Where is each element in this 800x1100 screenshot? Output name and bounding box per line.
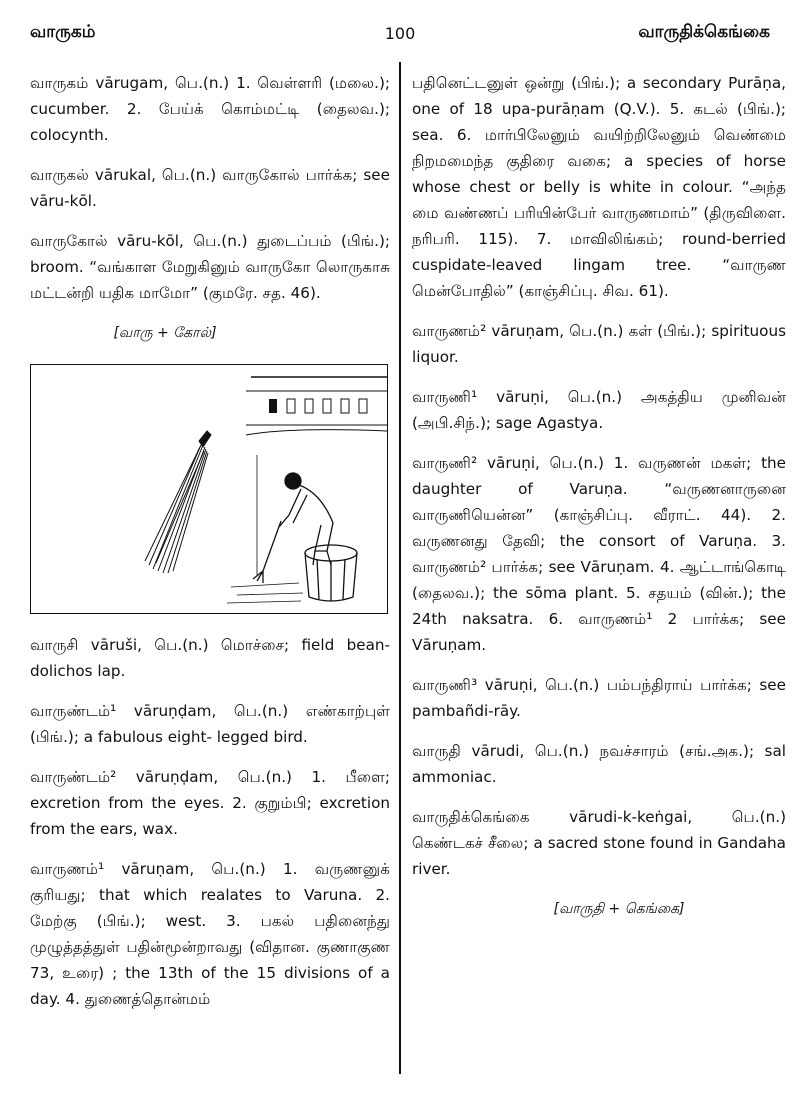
right-column <box>412 70 786 940</box>
entry-varusi: வாருசி vāruši, பெ.(n.) மொச்சை; field bean- dolichos lap. <box>30 636 390 680</box>
entry-varudi: வாருதி vārudi, பெ.(n.) நவச்சாரம் (சங்.அக.); sal ammoniac. <box>412 742 786 786</box>
page-number: 100 <box>384 24 416 43</box>
entry-varudi-k-kengai: வாருதிக்கெங்கை vārudi-k-keṅgai, பெ.(n.) கெண்டகச் சீலை; a sacred stone found in Gandaha river. <box>412 808 786 878</box>
entry-varuni-1: வாருணி¹ vāruṇi, பெ.(n.) அகத்திய முனிவன் (அபி.சிந்.); sage Agastya. <box>412 388 786 432</box>
broom-illustration <box>30 364 388 614</box>
entry-varunam-1: வாருணம்¹ vāruṇam, பெ.(n.) 1. வருணனுக் குரியது; that which realates to Varuna. 2. மேற்கு (பிங்.); west. 3. பகல் பதினைந்து முழுத்தத்துள் பதின்மூன்றாவது (விதான. குணாகுண 73, உரை) ; the 13th of the 15 divisions of a day. 4. துணைத்தொன்மம் <box>30 860 390 1008</box>
entry-varuni-2: வாருணி² vāruṇi, பெ.(n.) 1. வருணன் மகள்; the daughter of Varuṇa. “வருணனாருனை வாருணியென்ன” (காஞ்சிப்பு. வீராட். 44). 2. வருணனது தேவி; the consort of Varuṇa. 3. வாருணம்² பார்க்க; see Vāruṇam. 4. ஆட்டாங்கொடி (தைலவ.); the sōma plant. 5. சதயம் (வின்.); the 24th naksatra. 6. வாருணம்¹ 2 பார்க்க; see Vāruṇam. <box>412 454 786 654</box>
header-left-word: வாருகம் <box>30 22 96 42</box>
entry-varunam-1-continued: பதினெட்டனுள் ஒன்று (பிங்.); a secondary Purāṇa, one of 18 upa-purāṇam (Q.V.). 5. கடல் (பிங்.); sea. 6. மார்பிலேனும் வயிற்றிலேனும் வெண்மை நிறமமைந்த குதிரை வகை; a species of horse whose chest or belly is white in colour. “அந்த மை வண்ணப் பரியின்பேர் வாருணமாம்” (திருவிளை. நரிபரி. 115). 7. மாவிலிங்கம்; round-berried cuspidate-leaved lingam tree. “வாருண மென்போதில்” (காஞ்சிப்பு. சிவ. 61). <box>412 74 786 300</box>
etymology-varu-kol: [வாரு + கோல்] <box>113 325 217 341</box>
entry-varuni-3: வாருணி³ vāruṇi, பெ.(n.) பம்பந்திராய் பார்க்க; see pambañdi-rāy. <box>412 676 786 720</box>
left-column <box>30 70 390 1026</box>
etymology-varudi-kengai: [வாருதி + கெங்கை] <box>553 901 685 917</box>
entry-varukal: வாருகல் vārukal, பெ.(n.) வாருகோல் பார்க்க; see vāru-kōl. <box>30 166 390 210</box>
entry-varundam-2: வாருண்டம்² vāruṇḍam, பெ.(n.) 1. பீளை; excretion from the eyes. 2. குறும்பி; excretion from the ears, wax. <box>30 768 390 838</box>
entry-varugam: வாருகம் vārugam, பெ.(n.) 1. வெள்ளரி (மலை.); cucumber. 2. பேய்க் கொம்மட்டி (தைலவ.); colocynth. <box>30 74 390 144</box>
entry-varu-kol: வாருகோல் vāru-kōl, பெ.(n.) துடைப்பம் (பிங்.); broom. “வங்காள மேறுகினும் வாருகோ லொருகாசு மட்டன்றி யதிக மாமோ” (குமரே. சத. 46). <box>30 232 390 302</box>
entry-varunam-2: வாருணம்² vāruṇam, பெ.(n.) கள் (பிங்.); spirituous liquor. <box>412 322 786 366</box>
header-right-word: வாருதிக்கெங்கை <box>638 22 770 42</box>
column-divider <box>399 62 401 1074</box>
entry-varundam-1: வாருண்டம்¹ vāruṇḍam, பெ.(n.) எண்காற்புள் (பிங்.); a fabulous eight- legged bird. <box>30 702 390 746</box>
